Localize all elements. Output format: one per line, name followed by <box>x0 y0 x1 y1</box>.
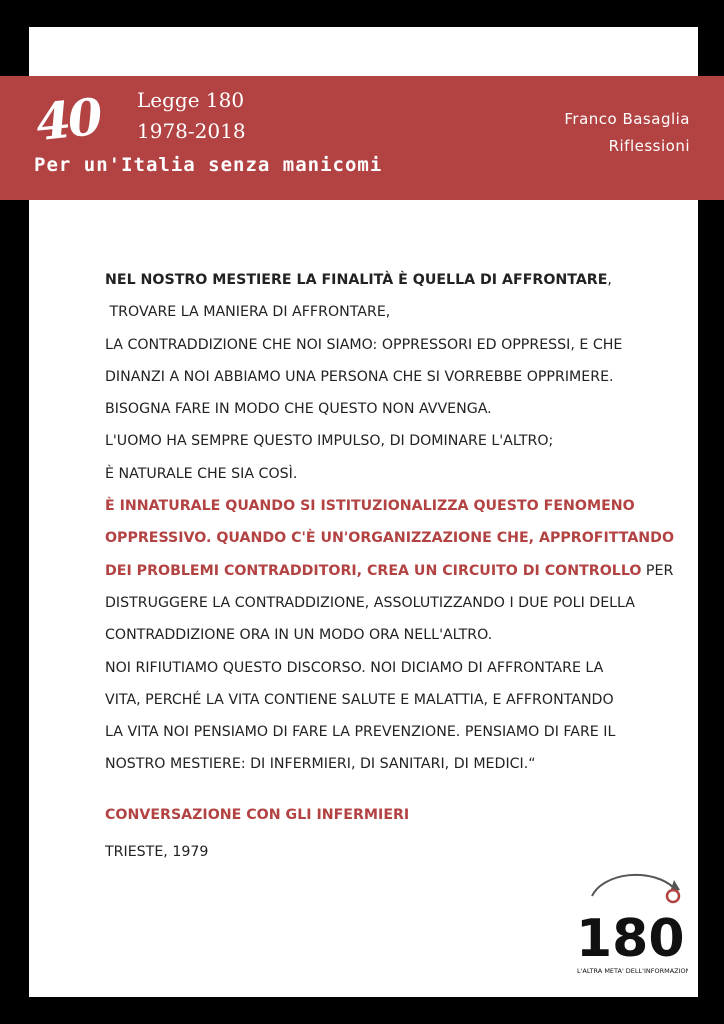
quote-line <box>105 619 645 651</box>
banner-slogan: Per un'Italia senza manicomi <box>34 154 383 176</box>
quote-line <box>105 490 645 522</box>
quote-segment: NOSTRO MESTIERE: DI INFERMIERI, DI SANITARI, DI MEDICI.“ <box>105 756 536 773</box>
author-name: Franco Basaglia <box>564 110 690 128</box>
quote-line <box>105 522 675 554</box>
quote-line <box>105 555 674 587</box>
source-place: TRIESTE, 1979 <box>105 844 209 860</box>
quote-segment: DEI PROBLEMI CONTRADDITORI, CREA UN CIRCUITO DI CONTROLLO <box>105 562 642 579</box>
source-title: CONVERSAZIONE CON GLI INFERMIERI <box>105 807 410 823</box>
author-block <box>564 106 690 160</box>
quote-line <box>105 684 645 716</box>
quote-segment: NOI RIFIUTIAMO QUESTO DISCORSO. NOI DICIAMO DI AFFRONTARE LA <box>105 659 604 676</box>
quote-segment: LA VITA NOI PENSIAMO DI FARE LA PREVENZIONE. PENSIAMO DI FARE IL <box>105 724 616 741</box>
quote-line <box>105 652 645 684</box>
quote-segment: DISTRUGGERE LA CONTRADDIZIONE, ASSOLUTIZZANDO I DUE POLI DELLA <box>105 594 635 611</box>
quote-segment: È INNATURALE QUANDO SI ISTITUZIONALIZZA QUESTO FENOMENO <box>105 498 635 515</box>
header-banner <box>0 76 724 200</box>
quote-line <box>105 361 645 393</box>
section-label: Riflessioni <box>608 137 690 155</box>
quote-line <box>105 264 645 296</box>
quote-segment: L'UOMO HA SEMPRE QUESTO IMPULSO, DI DOMINARE L'ALTRO; <box>105 433 554 450</box>
logo-180-icon <box>570 860 688 980</box>
quote-line <box>105 425 645 457</box>
logo-180 <box>570 860 688 980</box>
quote-segment: È NATURALE CHE SIA COSÌ. <box>105 465 298 482</box>
anniversary-number: 40 <box>33 86 103 153</box>
quote-segment: OPPRESSIVO. QUANDO C'È UN'ORGANIZZAZIONE CHE, APPROFITTANDO <box>105 530 675 547</box>
quote-segment: VITA, PERCHÉ LA VITA CONTIENE SALUTE E MALATTIA, E AFFRONTANDO <box>105 691 614 708</box>
quote-line <box>105 329 645 361</box>
logo-tagline: L'ALTRA META' DELL'INFORMAZIONE <box>577 967 688 975</box>
quote-text <box>105 264 675 781</box>
law-title: Legge 180 <box>137 88 245 112</box>
quote-segment: BISOGNA FARE IN MODO CHE QUESTO NON AVVENGA. <box>105 401 492 418</box>
quote-segment: , <box>607 272 612 288</box>
quote-segment: NEL NOSTRO MESTIERE LA FINALITÀ È QUELLA DI AFFRONTARE <box>105 272 608 288</box>
quote-segment: LA CONTRADDIZIONE CHE NOI SIAMO: OPPRESSORI ED OPPRESSI, E CHE <box>105 336 623 353</box>
quote-line <box>105 458 645 490</box>
quote-line <box>105 393 645 425</box>
quote-segment: PER <box>641 562 674 579</box>
quote-segment: CONTRADDIZIONE ORA IN UN MODO ORA NELL'ALTRO. <box>105 627 493 644</box>
quote-line <box>105 296 645 328</box>
quote-line <box>105 748 645 780</box>
quote-segment: TROVARE LA MANIERA DI AFFRONTARE, <box>105 304 391 321</box>
logo-number: 180 <box>576 909 685 969</box>
law-years: 1978-2018 <box>137 119 246 143</box>
quote-segment: DINANZI A NOI ABBIAMO UNA PERSONA CHE SI VORREBBE OPPRIMERE. <box>105 368 614 385</box>
quote-line <box>105 587 645 619</box>
quote-line <box>105 716 645 748</box>
